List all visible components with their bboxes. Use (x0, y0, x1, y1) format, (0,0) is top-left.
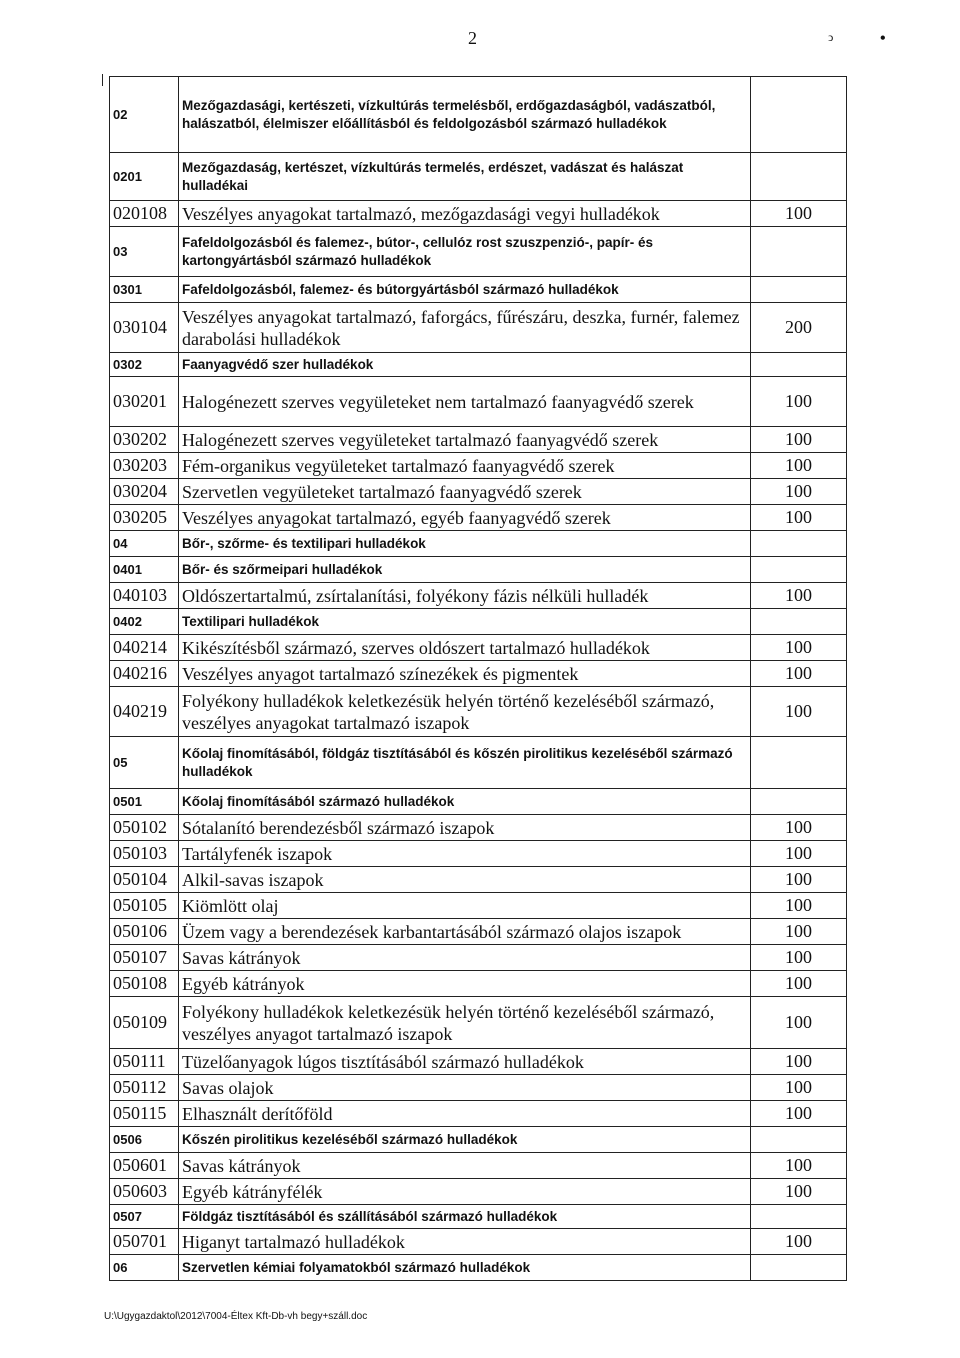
waste-row (110, 505, 847, 531)
waste-description: Kikészítésből származó, szerves oldószert tartalmazó hulladékok (179, 635, 751, 661)
category-row (110, 737, 847, 789)
waste-description: Textilipari hulladékok (179, 609, 751, 635)
waste-code: 050107 (110, 945, 179, 971)
file-path-footer: U:\Ugygazdaktol\2012\7004-Éltex Kft-Db-vh begy+száll.doc (104, 1311, 368, 1322)
waste-code: 050106 (110, 919, 179, 945)
waste-code: 030104 (110, 303, 179, 353)
waste-code: 04 (110, 531, 179, 557)
waste-code: 040219 (110, 687, 179, 737)
waste-description: Savas kátrányok (179, 1153, 751, 1179)
waste-description: Mezőgazdaság, kertészet, vízkultúrás termelés, erdészet, vadászat és halászat hulladékai (179, 153, 751, 201)
category-row (110, 227, 847, 277)
waste-description: Veszélyes anyagokat tartalmazó, mezőgazdasági vegyi hulladékok (179, 201, 751, 227)
waste-description: Kőolaj finomításából, földgáz tisztításából és kőszén pirolitikus kezeléséből származó hulladékok (179, 737, 751, 789)
quantity (751, 277, 847, 303)
category-row (110, 77, 847, 153)
waste-code: 040214 (110, 635, 179, 661)
quantity: 100 (751, 635, 847, 661)
quantity: 100 (751, 377, 847, 427)
quantity: 100 (751, 971, 847, 997)
waste-row (110, 1153, 847, 1179)
waste-description: Higanyt tartalmazó hulladékok (179, 1229, 751, 1255)
waste-code: 0501 (110, 789, 179, 815)
waste-code: 050108 (110, 971, 179, 997)
category-row (110, 1255, 847, 1281)
quantity: 100 (751, 427, 847, 453)
waste-row (110, 1101, 847, 1127)
waste-description: Szervetlen vegyületeket tartalmazó faanyagvédő szerek (179, 479, 751, 505)
quantity (751, 153, 847, 201)
waste-code: 0302 (110, 353, 179, 377)
waste-code: 040103 (110, 583, 179, 609)
quantity: 100 (751, 1101, 847, 1127)
waste-row (110, 919, 847, 945)
waste-row (110, 867, 847, 893)
quantity (751, 1127, 847, 1153)
quantity (751, 789, 847, 815)
waste-description: Veszélyes anyagokat tartalmazó, faforgács, fűrészáru, deszka, furnér, falemez darabolási hulladékok (179, 303, 751, 353)
category-row (110, 1205, 847, 1229)
quantity: 100 (751, 687, 847, 737)
quantity (751, 77, 847, 153)
waste-code: 03 (110, 227, 179, 277)
waste-code: 050112 (110, 1075, 179, 1101)
quantity: 100 (751, 841, 847, 867)
waste-row (110, 841, 847, 867)
waste-code: 040216 (110, 661, 179, 687)
waste-description: Bőr- és szőrmeipari hulladékok (179, 557, 751, 583)
waste-code: 050601 (110, 1153, 179, 1179)
quantity: 100 (751, 867, 847, 893)
quantity: 100 (751, 997, 847, 1049)
quantity (751, 1205, 847, 1229)
waste-code: 050104 (110, 867, 179, 893)
quantity: 100 (751, 201, 847, 227)
quantity: 100 (751, 453, 847, 479)
waste-description: Savas olajok (179, 1075, 751, 1101)
waste-row (110, 997, 847, 1049)
waste-description: Fém-organikus vegyületeket tartalmazó faanyagvédő szerek (179, 453, 751, 479)
waste-description: Egyéb kátrányok (179, 971, 751, 997)
waste-code: 0506 (110, 1127, 179, 1153)
waste-row (110, 453, 847, 479)
quantity: 100 (751, 1049, 847, 1075)
waste-description: Fafeldolgozásból, falemez- és bútorgyártásból származó hulladékok (179, 277, 751, 303)
waste-code: 0301 (110, 277, 179, 303)
waste-code: 0201 (110, 153, 179, 201)
waste-description: Bőr-, szőrme- és textilipari hulladékok (179, 531, 751, 557)
waste-description: Kiömlött olaj (179, 893, 751, 919)
waste-row (110, 201, 847, 227)
waste-description: Veszélyes anyagokat tartalmazó, egyéb faanyagvédő szerek (179, 505, 751, 531)
waste-code: 050701 (110, 1229, 179, 1255)
category-row (110, 277, 847, 303)
waste-description: Fafeldolgozásból és falemez-, bútor-, cellulóz rost szuszpenzió-, papír- és kartongyártásból származó hulladékok (179, 227, 751, 277)
waste-row (110, 1049, 847, 1075)
category-row (110, 1127, 847, 1153)
quantity: 100 (751, 479, 847, 505)
waste-code: 020108 (110, 201, 179, 227)
waste-row (110, 945, 847, 971)
quantity: 100 (751, 1229, 847, 1255)
waste-description: Földgáz tisztításából és szállításából származó hulladékok (179, 1205, 751, 1229)
waste-row (110, 971, 847, 997)
quantity (751, 609, 847, 635)
waste-row (110, 1075, 847, 1101)
category-row (110, 789, 847, 815)
waste-row (110, 1179, 847, 1205)
quantity: 100 (751, 919, 847, 945)
waste-description: Mezőgazdasági, kertészeti, vízkultúrás termelésből, erdőgazdaságból, vadászatból, halászatból, élelmiszer előállításból és feldolgozásból származó hulladékok (179, 77, 751, 153)
waste-description: Savas kátrányok (179, 945, 751, 971)
waste-code: 02 (110, 77, 179, 153)
waste-code: 030203 (110, 453, 179, 479)
quantity: 200 (751, 303, 847, 353)
waste-description: Folyékony hulladékok keletkezésük helyén történő kezeléséből származó, veszélyes anyagot tartalmazó iszapok (179, 997, 751, 1049)
quantity (751, 353, 847, 377)
corner-mark-1: ↄ (828, 30, 834, 44)
waste-row (110, 661, 847, 687)
waste-code: 06 (110, 1255, 179, 1281)
waste-description: Tartályfenék iszapok (179, 841, 751, 867)
page-number: 2 (468, 28, 477, 48)
quantity: 100 (751, 661, 847, 687)
quantity: 100 (751, 1179, 847, 1205)
waste-description: Tüzelőanyagok lúgos tisztításából származó hulladékok (179, 1049, 751, 1075)
waste-code: 05 (110, 737, 179, 789)
waste-row (110, 303, 847, 353)
waste-code: 050115 (110, 1101, 179, 1127)
quantity: 100 (751, 505, 847, 531)
waste-row (110, 583, 847, 609)
waste-code: 030205 (110, 505, 179, 531)
waste-description: Sótalanító berendezésből származó iszapok (179, 815, 751, 841)
waste-code: 050103 (110, 841, 179, 867)
waste-code: 050603 (110, 1179, 179, 1205)
waste-row (110, 427, 847, 453)
quantity: 100 (751, 893, 847, 919)
quantity (751, 737, 847, 789)
waste-code: 050105 (110, 893, 179, 919)
quantity (751, 531, 847, 557)
waste-row (110, 377, 847, 427)
waste-row (110, 635, 847, 661)
category-row (110, 557, 847, 583)
quantity: 100 (751, 1153, 847, 1179)
waste-description: Faanyagvédő szer hulladékok (179, 353, 751, 377)
waste-row (110, 479, 847, 505)
margin-line (102, 74, 103, 86)
quantity (751, 1255, 847, 1281)
waste-description: Üzem vagy a berendezések karbantartásából származó olajos iszapok (179, 919, 751, 945)
corner-mark-2: • (880, 30, 886, 47)
waste-code: 0401 (110, 557, 179, 583)
waste-row (110, 687, 847, 737)
waste-row (110, 1229, 847, 1255)
waste-description: Veszélyes anyagot tartalmazó színezékek és pigmentek (179, 661, 751, 687)
waste-description: Egyéb kátrányfélék (179, 1179, 751, 1205)
category-row (110, 353, 847, 377)
waste-description: Halogénezett szerves vegyületeket tartalmazó faanyagvédő szerek (179, 427, 751, 453)
category-row (110, 153, 847, 201)
waste-code: 0402 (110, 609, 179, 635)
waste-code: 050109 (110, 997, 179, 1049)
waste-code: 030202 (110, 427, 179, 453)
waste-description: Elhasznált derítőföld (179, 1101, 751, 1127)
quantity (751, 557, 847, 583)
waste-code: 0507 (110, 1205, 179, 1229)
quantity: 100 (751, 945, 847, 971)
waste-description: Kőolaj finomításából származó hulladékok (179, 789, 751, 815)
waste-code: 050102 (110, 815, 179, 841)
waste-description: Kőszén pirolitikus kezeléséből származó hulladékok (179, 1127, 751, 1153)
quantity: 100 (751, 583, 847, 609)
waste-code: 050111 (110, 1049, 179, 1075)
quantity: 100 (751, 1075, 847, 1101)
category-row (110, 609, 847, 635)
waste-code: 030201 (110, 377, 179, 427)
waste-description: Szervetlen kémiai folyamatokból származó hulladékok (179, 1255, 751, 1281)
table-body (110, 77, 847, 1281)
waste-description: Oldószertartalmú, zsírtalanítási, folyékony fázis nélküli hulladék (179, 583, 751, 609)
waste-row (110, 893, 847, 919)
waste-row (110, 815, 847, 841)
category-row (110, 531, 847, 557)
waste-code-table (109, 76, 847, 1281)
quantity: 100 (751, 815, 847, 841)
quantity (751, 227, 847, 277)
waste-code: 030204 (110, 479, 179, 505)
waste-description: Halogénezett szerves vegyületeket nem tartalmazó faanyagvédő szerek (179, 377, 751, 427)
waste-description: Folyékony hulladékok keletkezésük helyén történő kezeléséből származó, veszélyes anyagokat tartalmazó iszapok (179, 687, 751, 737)
waste-description: Alkil-savas iszapok (179, 867, 751, 893)
